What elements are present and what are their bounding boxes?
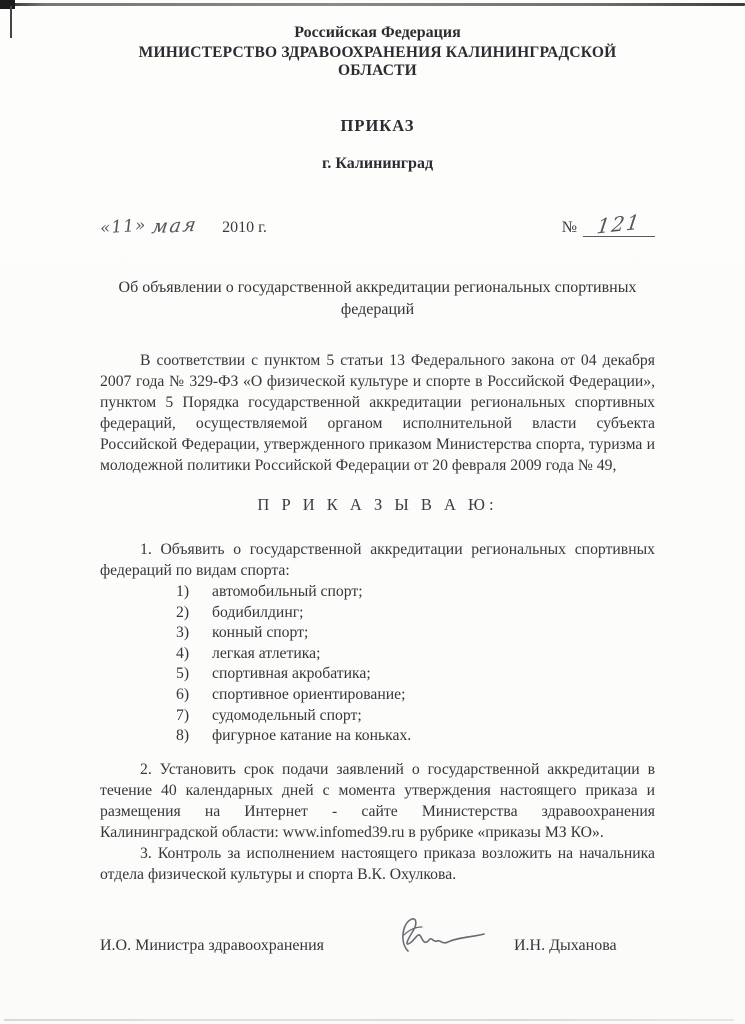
order-subject: Об объявлении о государственной аккредитации региональных спортивных федераций (118, 279, 637, 318)
list-item-label: спортивное ориентирование; (212, 685, 406, 703)
list-item-label: конный спорт; (212, 624, 309, 642)
list-item-number: 8) (176, 727, 190, 745)
scan-edge-left (10, 6, 12, 38)
list-item-label: спортивная акробатика; (212, 665, 371, 683)
header-ministry: МИНИСТЕРСТВО ЗДРАВООХРАНЕНИЯ КАЛИНИНГРАДСКОЙ ОБЛАСТИ (138, 44, 617, 79)
list-item (100, 664, 655, 685)
signature-row (100, 929, 655, 964)
list-item-number: 5) (176, 665, 190, 683)
item-1-paragraph: 1. Объявить о государственной аккредитации региональных спортивных федераций по видам спорта: (100, 541, 655, 579)
header-country: Российская Федерация (294, 24, 461, 41)
list-item-number: 4) (176, 644, 190, 662)
item-3-paragraph: 3. Контроль за исполнением настоящего приказа возложить на начальника отдела физической культуры и спорта В.К. Охулкова. (100, 844, 655, 883)
order-number-block (561, 209, 655, 239)
list-item-number: 6) (176, 685, 190, 703)
list-item (100, 706, 655, 727)
date-block (100, 215, 267, 237)
list-item (100, 726, 655, 747)
list-item-number: 2) (176, 603, 190, 621)
number-sign-label: № (561, 219, 577, 236)
list-item-label: фигурное катание на коньках. (212, 727, 412, 745)
list-item-label: автомобильный спорт; (212, 583, 363, 600)
list-item (100, 603, 655, 624)
year-label: 2010 г. (222, 219, 267, 236)
handwritten-day: «11» (99, 215, 148, 239)
scan-edge-bottom (4, 1019, 734, 1021)
number-underline (583, 209, 655, 239)
signature-autograph (392, 915, 488, 964)
sports-list (100, 582, 655, 747)
list-item (100, 644, 655, 665)
order-word: П Р И К А З Ы В А Ю: (257, 495, 498, 514)
handwritten-order-number: 121 (595, 209, 643, 239)
list-item-label: судомодельный спорт; (212, 706, 362, 724)
list-item (100, 685, 655, 706)
preamble-paragraph: В соответствии с пунктом 5 статьи 13 Федерального закона от 04 декабря 2007 года № 329-ФЗ «О физической культуре и спорте в Российской Федерации», пунктом 5 Порядка государственной аккредитации региональных спортивных федераций, осуществляемой органом исполнительной власти субъекта Российской Федерации, утвержденного приказом Министерства спорта, туризма и молодежной политики Российской Федерации от 20 февраля 2009 года № 49, (100, 352, 655, 474)
list-item-label: легкая атлетика; (212, 644, 321, 662)
list-item-number: 7) (176, 706, 190, 724)
list-item-number: 1) (176, 583, 190, 600)
date-and-number-row (99, 209, 655, 239)
list-item-label: бодибилдинг; (212, 603, 304, 621)
scan-corner-mark (0, 0, 15, 9)
signatory-position: И.О. Министра здравоохранения (100, 937, 324, 955)
item-2-paragraph: 2. Установить срок подачи заявлений о государственной аккредитации в течение 40 календарных дней с момента утверждения настоящего приказа и размещения на Интернет - сайте Министерства здравоохранения Калининградской области: www.infomed39.ru в рубрике «приказы МЗ КО». (100, 760, 655, 841)
document-type-title: ПРИКАЗ (340, 116, 415, 135)
list-item (100, 582, 655, 603)
list-item (100, 623, 655, 644)
handwritten-month: мая (150, 213, 200, 239)
signatory-name: И.Н. Дыханова (513, 937, 617, 955)
header-city: г. Калининград (321, 155, 434, 172)
scan-edge-top (0, 3, 745, 6)
list-item-number: 3) (176, 624, 190, 642)
